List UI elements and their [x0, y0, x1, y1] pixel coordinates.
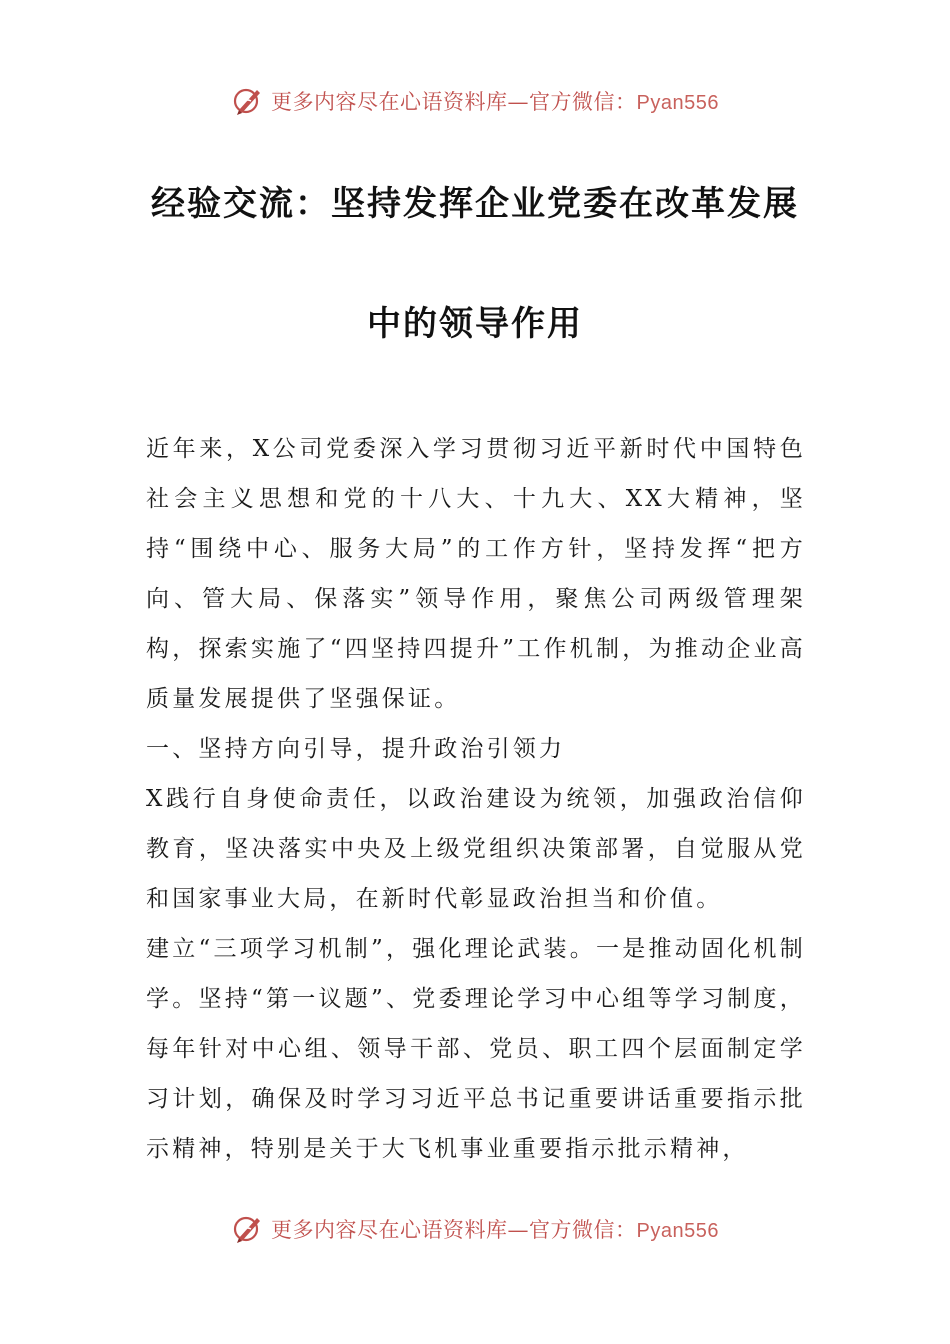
paragraph-intro: 近年来，X公司党委深入学习贯彻习近平新时代中国特色社会主义思想和党的十八大、十九大、XX大精神，坚持“围绕中心、服务大局”的工作方针，坚持发挥“把方向、管大局、保落实”领导作用，聚焦公司两级管理架构，探索实施了“四坚持四提升”工作机制，为推动企业高质量发展提供了坚强保证。 [146, 436, 806, 712]
watermark-text: 更多内容尽在心语资料库—官方微信：Pyan556 [271, 90, 719, 114]
document-body [146, 424, 806, 1174]
pen-logo-icon [231, 1212, 265, 1246]
watermark-wechat-id: Pyan556 [636, 92, 719, 114]
watermark-text: 更多内容尽在心语资料库—官方微信：Pyan556 [271, 1218, 719, 1242]
watermark-wechat-id: Pyan556 [636, 1220, 719, 1242]
pen-logo-icon [231, 84, 265, 118]
document-title-line-2: 中的领导作用 [367, 304, 583, 344]
section-heading-1: 一、坚持方向引导，提升政治引领力 [146, 736, 566, 762]
paragraph-section-1: X践行自身使命责任，以政治建设为统领，加强政治信仰教育，坚决落实中央及上级党组织决策部署，自觉服从党和国家事业大局，在新时代彰显政治担当和价值。 [146, 786, 806, 912]
document-title-line-1: 经验交流：坚持发挥企业党委在改革发展 [151, 184, 799, 224]
paragraph-study-mechanism: 建立“三项学习机制”，强化理论武装。一是推动固化机制学。坚持“第一议题”、党委理论学习中心组等学习制度，每年针对中心组、领导干部、党员、职工四个层面制定学习计划，确保及时学习习近平总书记重要讲话重要指示批示精神，特别是关于大飞机事业重要指示批示精神， [146, 936, 806, 1162]
watermark-footer [0, 1212, 950, 1246]
watermark-header [0, 84, 950, 118]
